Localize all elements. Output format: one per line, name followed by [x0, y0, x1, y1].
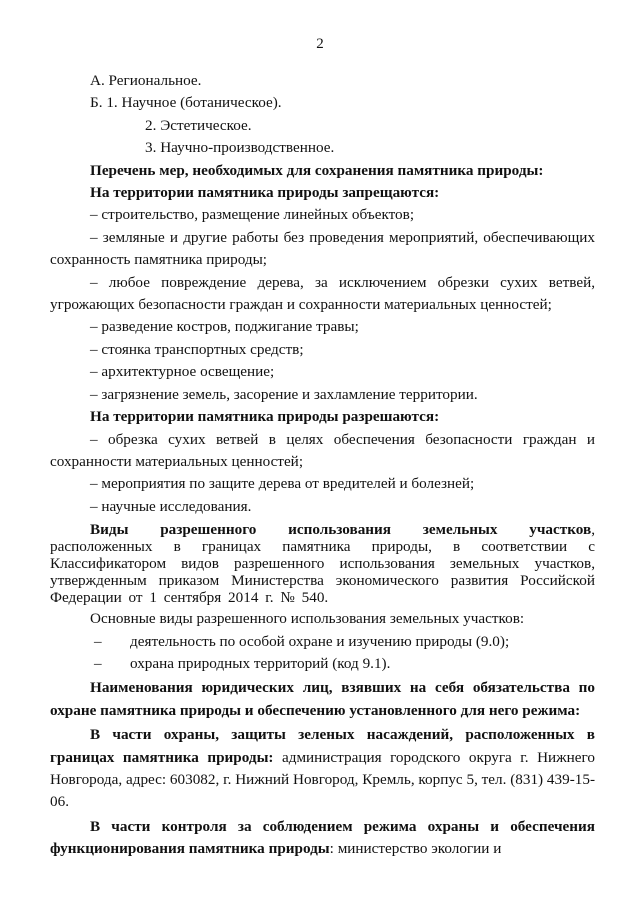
prohibited-heading: На территории памятника природы запрещаются: — [90, 184, 440, 202]
allowed-item: – мероприятия по защите дерева от вредителей и болезней; — [90, 475, 475, 493]
category-scientific: Б. 1. Научное (ботаническое). — [90, 94, 282, 112]
prohibited-item: – загрязнение земель, засорение и захламление территории. — [90, 385, 478, 403]
allowed-item: – научные исследования. — [90, 497, 252, 515]
main-use-item — [50, 653, 595, 675]
main-use-text: деятельность по особой охране и изучению природы (9.0); — [130, 632, 510, 650]
main-use-text: охрана природных территорий (код 9.1). — [130, 654, 391, 672]
main-use-dash: – — [94, 632, 102, 650]
main-uses-intro: Основные виды разрешенного использования земельных участков: — [90, 610, 525, 628]
measures-heading: Перечень мер, необходимых для сохранения памятника природы: — [90, 161, 544, 179]
land-use-paragraph — [50, 521, 595, 606]
prohibited-item: – строительство, размещение линейных объектов; — [90, 206, 415, 224]
control-heading: В части контроля за соблюдением режима охраны и обеспечения функционирования памятника природы — [50, 817, 595, 858]
legal-entities-heading: Наименования юридических лиц, взявших на себя обязательства по охране памятника природы и обеспечению установленного для него режима: — [50, 679, 595, 719]
prohibited-item: – разведение костров, поджигание травы; — [90, 318, 359, 336]
category-production: 3. Научно-производственное. — [145, 139, 335, 157]
protection-paragraph — [50, 724, 595, 814]
control-text: : министерство экологии и — [329, 840, 502, 858]
main-use-dash: – — [94, 654, 102, 672]
control-paragraph — [50, 816, 595, 861]
prohibited-item: – архитектурное освещение; — [90, 363, 275, 381]
prohibited-item: – любое повреждение дерева, за исключением обрезки сухих ветвей, угрожающих безопасности граждан и сохранности материальных ценностей; — [50, 273, 595, 314]
land-use-text: , расположенных в границах памятника природы, в соответствии с Классификатором видов разрешенного использования земельных участков, утвержденным приказом Министерства экономического развития Российской Федерации от 1 сентября 2014 г. № 540. — [50, 521, 595, 607]
allowed-item: – обрезка сухих ветвей в целях обеспечения безопасности граждан и сохранности материальных ценностей; — [50, 430, 595, 470]
land-use-heading: Виды разрешенного использования земельных участков — [90, 521, 592, 539]
allowed-heading: На территории памятника природы разрешаются: — [90, 408, 440, 426]
category-aesthetic: 2. Эстетическое. — [145, 116, 252, 134]
page-number: 2 — [316, 36, 324, 52]
prohibited-item: – земляные и другие работы без проведения мероприятий, обеспечивающих сохранность памятника природы; — [50, 228, 595, 269]
prohibited-item: – стоянка транспортных средств; — [90, 340, 304, 358]
main-use-item — [50, 631, 595, 653]
protection-text: администрация городского округа г. Нижнего Новгорода, адрес: 603082, г. Нижний Новгород, Кремль, корпус 5, тел. (831) 439-15-06. — [50, 748, 595, 811]
protection-heading: В части охраны, защиты зеленых насаждений, расположенных в границах памятника природы: — [50, 726, 595, 766]
category-regional: А. Региональное. — [90, 72, 202, 89]
document-body — [50, 70, 595, 861]
